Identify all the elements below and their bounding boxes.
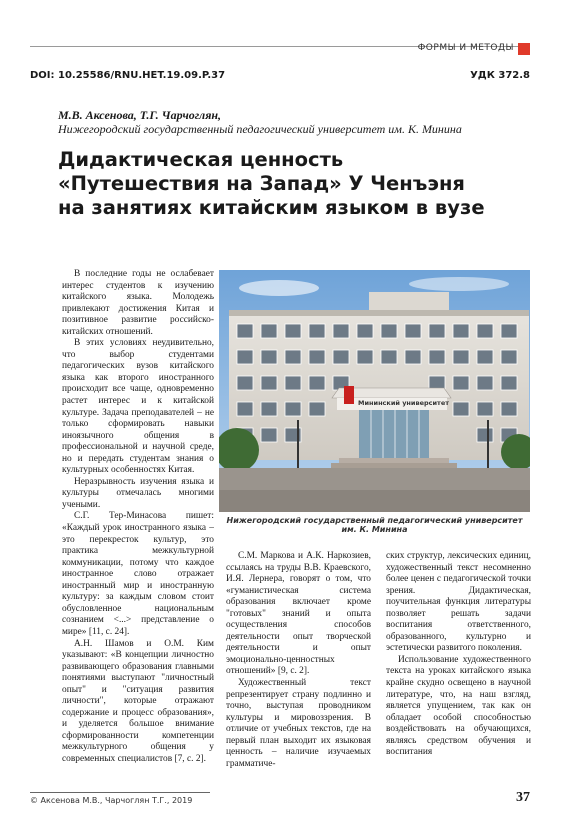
paragraph: А.Н. Шамов и О.М. Ким указывают: «В концепции личностно развивающего образования главными понятиями выступают "личностный опыт" и "ситуация развития личности", которые отражают содержание и процесс образования», и уделяется большое внимание сформированности компетенции межкультурного общения у современных специалистов [7, с. 2]. (62, 638, 214, 764)
article-title (58, 148, 528, 220)
paragraph: ских структур, лексических единиц, художественный текст несомненно более ценен с педагогической точки зрения. Дидактическая, поучительная функция литературы позволяет решать задачи воспитания ответственного, образованного, культурно и эстетически развитого поколения. (386, 551, 531, 654)
section-label: ФОРМЫ И МЕТОДЫ (417, 43, 514, 53)
page-number: 37 (516, 790, 530, 805)
text-column-3 (386, 551, 531, 759)
doi: DOI: 10.25586/RNU.HET.19.09.P.37 (30, 70, 226, 81)
section-accent-mark (518, 43, 530, 55)
university-sign: Мининский университет (358, 399, 450, 407)
footer-rule (30, 792, 210, 793)
photo-caption: Нижегородский государственный педагогический университет им. К. Минина (226, 516, 523, 534)
paragraph: С.Г. Тер-Минасова пишет: «Каждый урок иностранного языка – это перекресток культур, это практика межкультурной коммуникации, потому что каждое иностранное слово отражает иностранный мир и иностранную культуру: за каждым словом стоит обусловленное национальным сознанием <...> представление о мире» [11, с. 24]. (62, 511, 214, 637)
paragraph: В последние годы не ослабевает интерес студентов к изучению китайского языка. Молодежь привлекают достижения Китая и позитивное развитие российско-китайских отношений. (62, 269, 214, 337)
text-column-2 (226, 551, 371, 770)
title-line: на занятиях китайским языком в вузе (58, 196, 485, 219)
title-line: «Путешествия на Запад» У Ченъэня (58, 172, 465, 195)
paragraph: Использование художественного текста на уроках китайского языка крайне скудно освещено в научной литературе, что, на наш взгляд, является упущением, так как он обладает особой способностью воздействовать на обучающихся, являясь средством обучения и воспитания (386, 654, 531, 758)
paragraph: Художественный текст репрезентирует страну подлинно и точно, выступая проводником культуры и мировоззрения. В отличие от учебных текстов, где на первый план выходит их языковая ценность – наличие изучаемых грамматиче- (226, 678, 371, 769)
udk-code: УДК 372.8 (470, 70, 530, 81)
affiliation: Нижегородский государственный педагогический университет им. К. Минина (58, 122, 462, 136)
paragraph: В этих условиях неудивительно, что выбор студентами педагогических вузов китайского языка как второго иностранного происходит все чаще, одновременно растет интерес и к китайской культуре. Задача преподавателей – не только сформировать навыки иноязычного общения в профессиональной и научной среде, но и передать студентам знания о культурных особенностях Китая. (62, 338, 214, 476)
authors: М.В. Аксенова, Т.Г. Чарчоглян, (58, 108, 222, 122)
paragraph: Неразрывность изучения языка и культуры отмечалась многими учеными. (62, 476, 214, 510)
university-photo (219, 270, 530, 512)
text-column-1 (62, 269, 214, 766)
copyright: © Аксенова М.В., Чарчоглян Т.Г., 2019 (30, 796, 193, 805)
paragraph: С.М. Маркова и А.К. Наркозиев, ссылаясь на труды В.В. Краевского, И.Я. Лернера, говорят о том, что «гуманистическая система образования включает кроме "готовых" знаний и опыта осуществления способов деятельности опыт творческой деятельности и опыт эмоционально-ценностных отношений» [9, с. 2]. (226, 551, 371, 677)
title-line: Дидактическая ценность (58, 148, 344, 171)
